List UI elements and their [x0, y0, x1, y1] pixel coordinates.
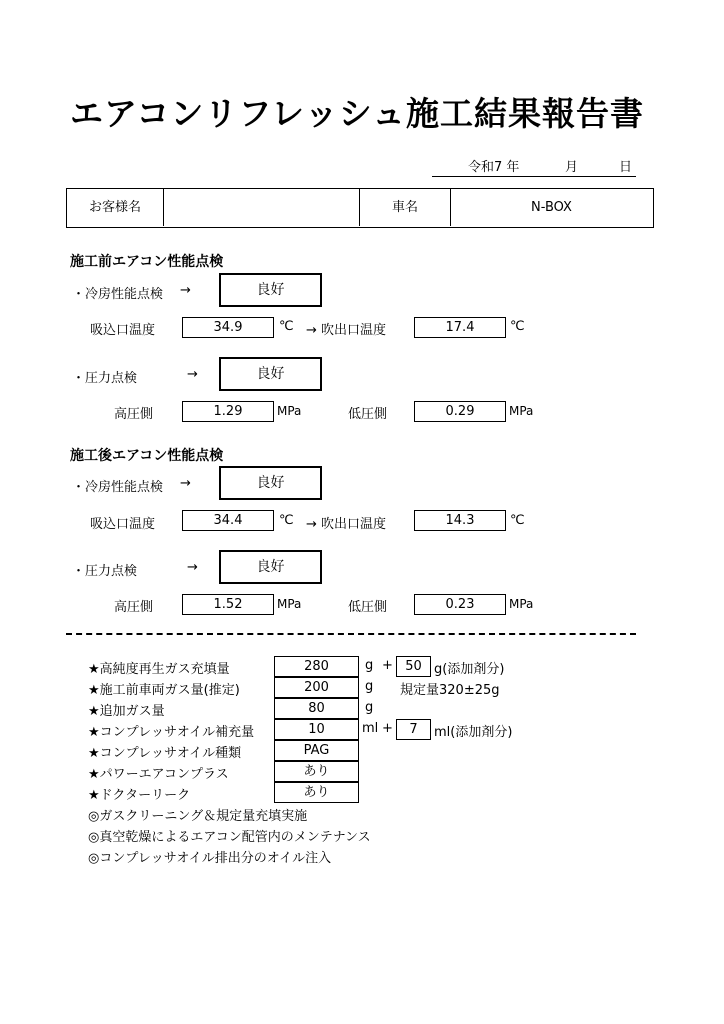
after-cooling-arrow: → [180, 476, 191, 491]
before-high-value[interactable]: 1.29 [182, 401, 274, 422]
power-aircon-value[interactable]: あり [274, 761, 359, 782]
after-intake-label: 吸込口温度 [90, 517, 156, 532]
pre-gas-label: ★施工前車両ガス量(推定) [88, 683, 240, 698]
note-item: ◎真空乾燥によるエアコン配管内のメンテナンス [88, 830, 371, 845]
pre-gas-unit: g [365, 679, 374, 694]
gas-fill-additive[interactable]: 50 [396, 656, 431, 677]
before-outlet-unit: ℃ [510, 319, 525, 334]
date-day: 日 [619, 160, 633, 175]
date-underline [432, 176, 636, 177]
gas-fill-plus: + [382, 658, 393, 673]
car-name-field[interactable]: N-BOX [531, 200, 572, 215]
oil-fill-label: ★コンプレッサオイル補充量 [88, 725, 255, 740]
after-pressure-label: ・圧力点検 [72, 564, 138, 579]
gas-fill-additive-unit: g(添加剤分) [434, 662, 505, 677]
after-pressure-arrow: → [187, 560, 198, 575]
after-cooling-result[interactable]: 良好 [219, 466, 322, 500]
gas-fill-unit: g [365, 658, 374, 673]
before-cooling-result[interactable]: 良好 [219, 273, 322, 307]
gas-fill-label: ★高純度再生ガス充填量 [88, 662, 230, 677]
before-outlet-value[interactable]: 17.4 [414, 317, 506, 338]
before-outlet-label: → 吹出口温度 [306, 323, 387, 338]
before-low-value[interactable]: 0.29 [414, 401, 506, 422]
add-gas-unit: g [365, 700, 374, 715]
oil-fill-unit: ml [362, 721, 379, 736]
before-cooling-arrow: → [180, 283, 191, 298]
after-low-unit: MPa [509, 597, 534, 611]
date-month: 月 [565, 160, 579, 175]
before-heading: 施工前エアコン性能点検 [70, 254, 224, 270]
car-name-label: 車名 [360, 189, 451, 226]
oil-fill-plus: + [382, 721, 393, 736]
page-title: エアコンリフレッシュ施工結果報告書 [70, 94, 645, 133]
after-pressure-result[interactable]: 良好 [219, 550, 322, 584]
after-high-unit: MPa [277, 597, 302, 611]
note-item: ◎ガスクリーニング＆規定量充填実施 [88, 809, 308, 824]
after-outlet-value[interactable]: 14.3 [414, 510, 506, 531]
dashed-divider [66, 633, 636, 635]
oil-type-value[interactable]: PAG [274, 740, 359, 761]
before-intake-label: 吸込口温度 [90, 323, 156, 338]
after-heading: 施工後エアコン性能点検 [70, 448, 224, 464]
power-aircon-label: ★パワーエアコンプラス [88, 767, 229, 782]
note-item: ◎コンプレッサオイル排出分のオイル注入 [88, 851, 332, 866]
before-intake-value[interactable]: 34.9 [182, 317, 274, 338]
before-low-label: 低圧側 [348, 407, 388, 422]
customer-name-field[interactable] [164, 189, 360, 226]
after-intake-value[interactable]: 34.4 [182, 510, 274, 531]
after-outlet-label: → 吹出口温度 [306, 517, 387, 532]
after-low-value[interactable]: 0.23 [414, 594, 506, 615]
after-intake-unit: ℃ [279, 513, 294, 528]
before-pressure-arrow: → [187, 367, 198, 382]
before-high-unit: MPa [277, 404, 302, 418]
customer-table [66, 188, 654, 228]
before-pressure-label: ・圧力点検 [72, 371, 138, 386]
oil-type-label: ★コンプレッサオイル種類 [88, 746, 242, 761]
oil-fill-additive-unit: ml(添加剤分) [434, 725, 513, 740]
doctor-leak-label: ★ドクターリーク [88, 788, 191, 803]
gas-fill-value[interactable]: 280 [274, 656, 359, 677]
oil-fill-additive[interactable]: 7 [396, 719, 431, 740]
after-cooling-label: ・冷房性能点検 [72, 480, 164, 495]
before-low-unit: MPa [509, 404, 534, 418]
doctor-leak-value[interactable]: あり [274, 782, 359, 803]
customer-name-label: お客様名 [67, 189, 164, 226]
after-low-label: 低圧側 [348, 600, 388, 615]
after-high-value[interactable]: 1.52 [182, 594, 274, 615]
before-cooling-label: ・冷房性能点検 [72, 287, 164, 302]
pre-gas-value[interactable]: 200 [274, 677, 359, 698]
after-outlet-unit: ℃ [510, 513, 525, 528]
after-high-label: 高圧側 [114, 600, 154, 615]
add-gas-value[interactable]: 80 [274, 698, 359, 719]
add-gas-label: ★追加ガス量 [88, 704, 165, 719]
before-intake-unit: ℃ [279, 319, 294, 334]
before-pressure-result[interactable]: 良好 [219, 357, 322, 391]
before-high-label: 高圧側 [114, 407, 154, 422]
date-era: 令和7 年 [468, 160, 520, 175]
oil-fill-value[interactable]: 10 [274, 719, 359, 740]
pre-gas-note: 規定量320±25g [400, 683, 500, 698]
